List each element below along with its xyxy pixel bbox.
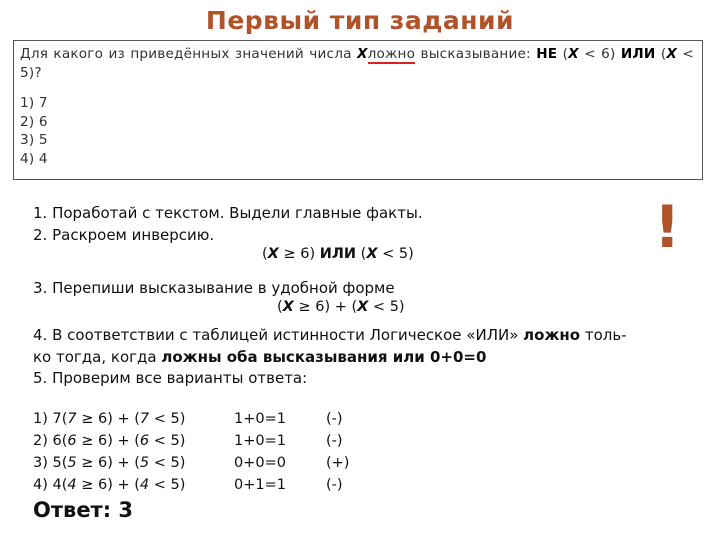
row-result: (-) [326, 477, 343, 493]
row-val2: 5 [139, 455, 150, 471]
option-2: 2) 6 [20, 113, 48, 130]
question-paren: ( [562, 46, 569, 62]
row-val: 4 [67, 477, 77, 493]
check-row [33, 433, 349, 455]
f1-or: ИЛИ [319, 246, 357, 262]
formula-convenient [277, 299, 405, 315]
question-text-6: < 5)? [20, 46, 695, 81]
row-calc: 0+1=1 [234, 477, 286, 493]
row-result: (-) [326, 433, 343, 449]
f2-mid: ≥ 6) + ( [293, 299, 358, 315]
row-end: < 5) [149, 477, 186, 493]
f1-ge: ≥ 6) [278, 246, 320, 262]
step-2: 2. Раскроем инверсию. [33, 226, 215, 244]
task-box [13, 40, 703, 180]
step-4-line-2 [33, 348, 486, 366]
check-row [33, 477, 349, 499]
row-mid: ≥ 6) + ( [76, 477, 140, 493]
f2-var-x2: X [357, 299, 369, 315]
row-label: 2) 6( [33, 433, 68, 449]
question-text-4: < 6) [584, 46, 616, 62]
step-5: 5. Проверим все варианты ответа: [33, 369, 308, 387]
slide-title: Первый тип заданий [205, 6, 515, 35]
step-4-false: ложно [523, 326, 581, 344]
row-val2: 6 [139, 433, 150, 449]
question-paren2: ( [660, 46, 667, 62]
question-text-1: Для какого из приведённых значений числа [20, 46, 352, 62]
answer-options [20, 94, 694, 168]
step-4 [33, 326, 683, 344]
f1-paren2: ( [356, 246, 367, 262]
option-1: 1) 7 [20, 95, 48, 112]
check-row [33, 455, 349, 477]
row-mid: ≥ 6) + ( [76, 411, 140, 427]
question-var-x: X [356, 46, 368, 62]
exclamation-mark: ! [654, 193, 681, 261]
row-calc: 1+0=1 [234, 433, 286, 449]
f1-lt: < 5) [377, 246, 414, 262]
row-val: 7 [67, 411, 77, 427]
f1-paren: ( [262, 246, 268, 262]
row-calc: 1+0=1 [234, 411, 286, 427]
final-answer: Ответ: 3 [33, 498, 134, 522]
step-4-when: ко тогда, когда [33, 348, 157, 366]
row-end: < 5) [149, 455, 186, 471]
row-result: (-) [326, 411, 343, 427]
step-4-both-false: ложны оба высказывания или 0+0=0 [161, 348, 487, 366]
row-val: 5 [67, 455, 77, 471]
formula-inversion [262, 246, 414, 262]
task-question [20, 45, 694, 82]
row-val: 6 [67, 433, 77, 449]
f2-paren: ( [277, 299, 283, 315]
row-calc: 0+0=0 [234, 455, 286, 471]
row-result: (+) [326, 455, 350, 471]
question-text-2: высказывание: [420, 46, 531, 62]
check-row [33, 411, 349, 433]
row-end: < 5) [149, 433, 186, 449]
row-label: 3) 5( [33, 455, 68, 471]
row-val2: 7 [139, 411, 150, 427]
question-word-false: ложно [367, 46, 416, 62]
row-end: < 5) [149, 411, 186, 427]
question-var-x3: X [666, 46, 678, 62]
step-4-only: толь- [584, 326, 627, 344]
f2-var-x: X [282, 299, 294, 315]
f2-end: < 5) [368, 299, 405, 315]
step-3: 3. Перепиши высказывание в удобной форме [33, 279, 395, 297]
row-label: 4) 4( [33, 477, 68, 493]
question-or: ИЛИ [620, 46, 656, 62]
question-not: НЕ [536, 46, 558, 62]
row-mid: ≥ 6) + ( [76, 433, 140, 449]
question-var-x2: X [568, 46, 579, 62]
option-4: 4) 4 [20, 150, 48, 167]
option-3: 3) 5 [20, 132, 48, 149]
row-val2: 4 [139, 477, 150, 493]
step-4-text: 4. В соответствии с таблицей истинности Логическое «ИЛИ» [33, 326, 519, 344]
row-label: 1) 7( [33, 411, 68, 427]
row-mid: ≥ 6) + ( [76, 455, 140, 471]
step-1: 1. Поработай с текстом. Выдели главные факты. [33, 204, 423, 222]
f1-var-x: X [267, 246, 279, 262]
f1-var-x2: X [366, 246, 378, 262]
check-list [33, 411, 349, 499]
